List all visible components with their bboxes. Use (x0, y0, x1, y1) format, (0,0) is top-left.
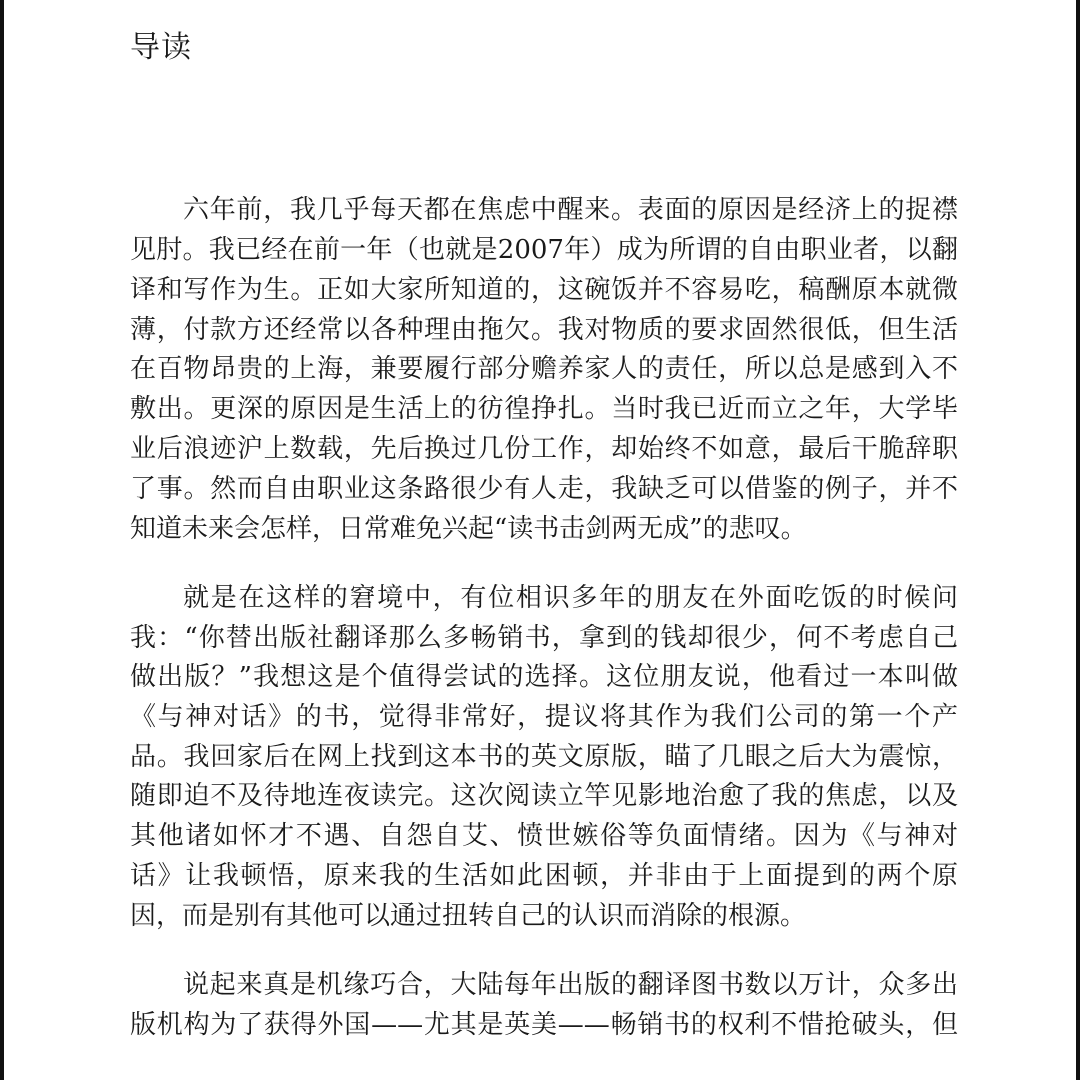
text-line: 随即迫不及待地连夜读完。这次阅读立竿见影地治愈了我的焦虑，以及 (130, 781, 958, 811)
page-title: 导读 (130, 30, 192, 65)
text-line: 话》让我顿悟，原来我的生活如此困顿，并非由于上面提到的两个原 (130, 861, 958, 891)
text-line: 了事。然而自由职业这条路很少有人走，我缺乏可以借鉴的例子，并不 (130, 474, 958, 504)
text-line: 做出版？”我想这是个值得尝试的选择。这位朋友说，他看过一本叫做 (130, 662, 958, 692)
text-line: 译和写作为生。正如大家所知道的，这碗饭并不容易吃，稿酬原本就微 (130, 275, 958, 305)
text-line: 知道未来会怎样，日常难免兴起“读书击剑两无成”的悲叹。 (130, 514, 807, 544)
text-line: 版机构为了获得外国——尤其是英美——畅销书的权利不惜抢破头，但 (130, 1010, 958, 1040)
page-edge-left (0, 0, 4, 1080)
text-line: 见肘。我已经在前一年（也就是2007年）成为所谓的自由职业者，以翻 (130, 235, 958, 265)
text-line: 薄，付款方还经常以各种理由拖欠。我对物质的要求固然很低，但生活 (130, 315, 958, 345)
text-line: 敷出。更深的原因是生活上的彷徨挣扎。当时我已近而立之年，大学毕 (130, 394, 958, 424)
text-line: 品。我回家后在网上找到这本书的英文原版，瞄了几眼之后大为震惊， (130, 742, 958, 772)
text-line: 我：“你替出版社翻译那么多畅销书，拿到的钱却很少，何不考虑自己 (130, 623, 958, 653)
text-line: 因，而是别有其他可以通过扭转自己的认识而消除的根源。 (130, 901, 807, 931)
text-line: 《与神对话》的书，觉得非常好，提议将其作为我们公司的第一个产 (130, 702, 958, 732)
text-line: 其他诸如怀才不遇、自怨自艾、愤世嫉俗等负面情绪。因为《与神对 (130, 821, 958, 851)
text-line: 说起来真是机缘巧合，大陆每年出版的翻译图书数以万计，众多出 (183, 970, 958, 1000)
text-line: 业后浪迹沪上数载，先后换过几份工作，却始终不如意，最后干脆辞职 (130, 434, 958, 464)
text-line: 六年前，我几乎每天都在焦虑中醒来。表面的原因是经济上的捉襟 (183, 195, 958, 225)
page-edge-right (1076, 0, 1080, 1080)
text-line: 在百物昂贵的上海，兼要履行部分赡养家人的责任，所以总是感到入不 (130, 354, 958, 384)
text-line: 就是在这样的窘境中，有位相识多年的朋友在外面吃饭的时候问 (183, 583, 958, 613)
